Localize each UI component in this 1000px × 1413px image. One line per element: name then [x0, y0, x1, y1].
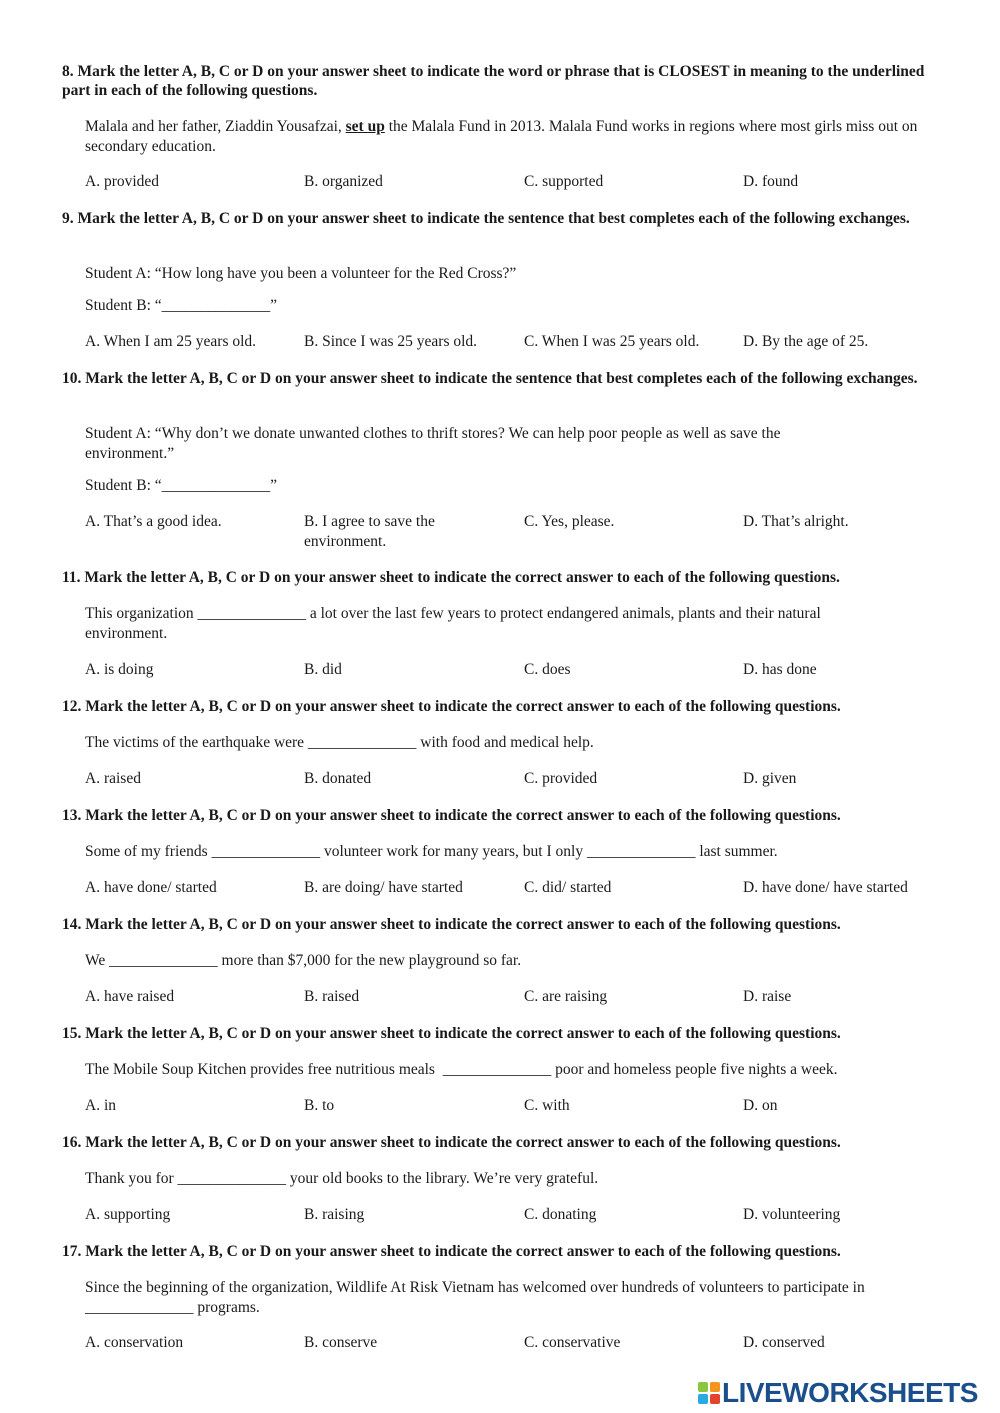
- option-a[interactable]: A. That’s a good idea.: [85, 513, 222, 530]
- question-stem: The victims of the earthquake were ______________ with food and medical help.: [85, 734, 594, 751]
- question-header: 10. Mark the letter A, B, C or D on your answer sheet to indicate the sentence that best completes each of the following exchanges.: [62, 370, 918, 387]
- option-b[interactable]: B. I agree to save the environment.: [304, 513, 435, 550]
- option-d[interactable]: D. given: [743, 770, 797, 787]
- question-stem: Malala and her father, Ziaddin Yousafzai, set up the Malala Fund in 2013. Malala Fund works in regions where most girls miss out on secondary education.: [85, 118, 918, 155]
- question-stem: Some of my friends ______________ volunteer work for many years, but I only ______________ last summer.: [85, 843, 778, 860]
- question-stem: The Mobile Soup Kitchen provides free nutritious meals ______________ poor and homeless people five nights a week.: [85, 1061, 838, 1078]
- option-a[interactable]: A. in: [85, 1097, 116, 1114]
- logo-text: LIVEWORKSHEETS: [722, 1377, 978, 1408]
- option-c[interactable]: C. conservative: [524, 1334, 621, 1351]
- logo-mark-icon: [698, 1382, 720, 1404]
- option-d[interactable]: D. found: [743, 173, 799, 190]
- option-a[interactable]: A. conservation: [85, 1334, 184, 1351]
- option-c[interactable]: C. donating: [524, 1206, 597, 1223]
- option-c[interactable]: C. are raising: [524, 988, 608, 1005]
- option-a[interactable]: A. When I am 25 years old.: [85, 333, 257, 350]
- question-stem: Thank you for ______________ your old books to the library. We’re very grateful.: [85, 1170, 599, 1187]
- option-b[interactable]: B. donated: [304, 770, 372, 787]
- question-header: 8. Mark the letter A, B, C or D on your answer sheet to indicate the word or phrase that is CLOSEST in meaning to the underlined part in each of the following questions.: [62, 63, 925, 99]
- option-d[interactable]: D. raise: [743, 988, 792, 1005]
- option-d[interactable]: D. on: [743, 1097, 778, 1114]
- option-a[interactable]: A. raised: [85, 770, 141, 787]
- question-header: 11. Mark the letter A, B, C or D on your answer sheet to indicate the correct answer to each of the following questions.: [62, 569, 840, 586]
- question-header: 14. Mark the letter A, B, C or D on your answer sheet to indicate the correct answer to each of the following questions.: [62, 916, 841, 933]
- question-header: 12. Mark the letter A, B, C or D on your answer sheet to indicate the correct answer to each of the following questions.: [62, 698, 841, 715]
- question-header: 16. Mark the letter A, B, C or D on your answer sheet to indicate the correct answer to each of the following questions.: [62, 1134, 841, 1151]
- option-a[interactable]: A. is doing: [85, 661, 154, 678]
- option-c[interactable]: C. with: [524, 1097, 570, 1114]
- option-d[interactable]: D. That’s alright.: [743, 513, 849, 530]
- option-d[interactable]: D. volunteering: [743, 1206, 841, 1223]
- option-d[interactable]: D. conserved: [743, 1334, 825, 1351]
- question-stem: Since the beginning of the organization, Wildlife At Risk Vietnam has welcomed over hundreds of volunteers to participate in ______________ programs.: [85, 1279, 865, 1316]
- question-stem: We ______________ more than $7,000 for the new playground so far.: [85, 952, 522, 969]
- option-c[interactable]: C. does: [524, 661, 571, 678]
- option-c[interactable]: C. did/ started: [524, 879, 612, 896]
- option-a[interactable]: A. provided: [85, 173, 160, 190]
- underlined-phrase: set up: [345, 118, 385, 135]
- dialogue-line-a: Student A: “How long have you been a volunteer for the Red Cross?”: [85, 265, 517, 282]
- question-header: 9. Mark the letter A, B, C or D on your answer sheet to indicate the sentence that best completes each of the following exchanges.: [62, 210, 910, 227]
- option-b[interactable]: B. to: [304, 1097, 335, 1114]
- option-d[interactable]: D. By the age of 25.: [743, 333, 869, 350]
- option-b[interactable]: B. raising: [304, 1206, 365, 1223]
- option-b[interactable]: B. conserve: [304, 1334, 378, 1351]
- option-c[interactable]: C. provided: [524, 770, 598, 787]
- option-c[interactable]: C. supported: [524, 173, 604, 190]
- question-header: 17. Mark the letter A, B, C or D on your answer sheet to indicate the correct answer to each of the following questions.: [62, 1243, 841, 1260]
- option-c[interactable]: C. Yes, please.: [524, 513, 615, 530]
- option-b[interactable]: B. are doing/ have started: [304, 879, 463, 896]
- question-header: 15. Mark the letter A, B, C or D on your answer sheet to indicate the correct answer to each of the following questions.: [62, 1025, 841, 1042]
- option-d[interactable]: D. have done/ have started: [743, 879, 908, 896]
- option-c[interactable]: C. When I was 25 years old.: [524, 333, 700, 350]
- option-d[interactable]: D. has done: [743, 661, 817, 678]
- dialogue-line-a: Student A: “Why don’t we donate unwanted clothes to thrift stores? We can help poor people as well as save the environment.”: [85, 425, 781, 462]
- option-a[interactable]: A. supporting: [85, 1206, 171, 1223]
- dialogue-line-b: Student B: “______________”: [85, 477, 278, 494]
- dialogue-line-b: Student B: “______________”: [85, 297, 278, 314]
- option-b[interactable]: B. Since I was 25 years old.: [304, 333, 478, 350]
- liveworksheets-logo[interactable]: [698, 1378, 978, 1408]
- question-header: 13. Mark the letter A, B, C or D on your answer sheet to indicate the correct answer to each of the following questions.: [62, 807, 841, 824]
- option-a[interactable]: A. have raised: [85, 988, 175, 1005]
- option-b[interactable]: B. raised: [304, 988, 360, 1005]
- option-b[interactable]: B. organized: [304, 173, 383, 190]
- option-b[interactable]: B. did: [304, 661, 342, 678]
- option-a[interactable]: A. have done/ started: [85, 879, 217, 896]
- question-stem: This organization ______________ a lot over the last few years to protect endangered animals, plants and their natural environment.: [85, 605, 821, 642]
